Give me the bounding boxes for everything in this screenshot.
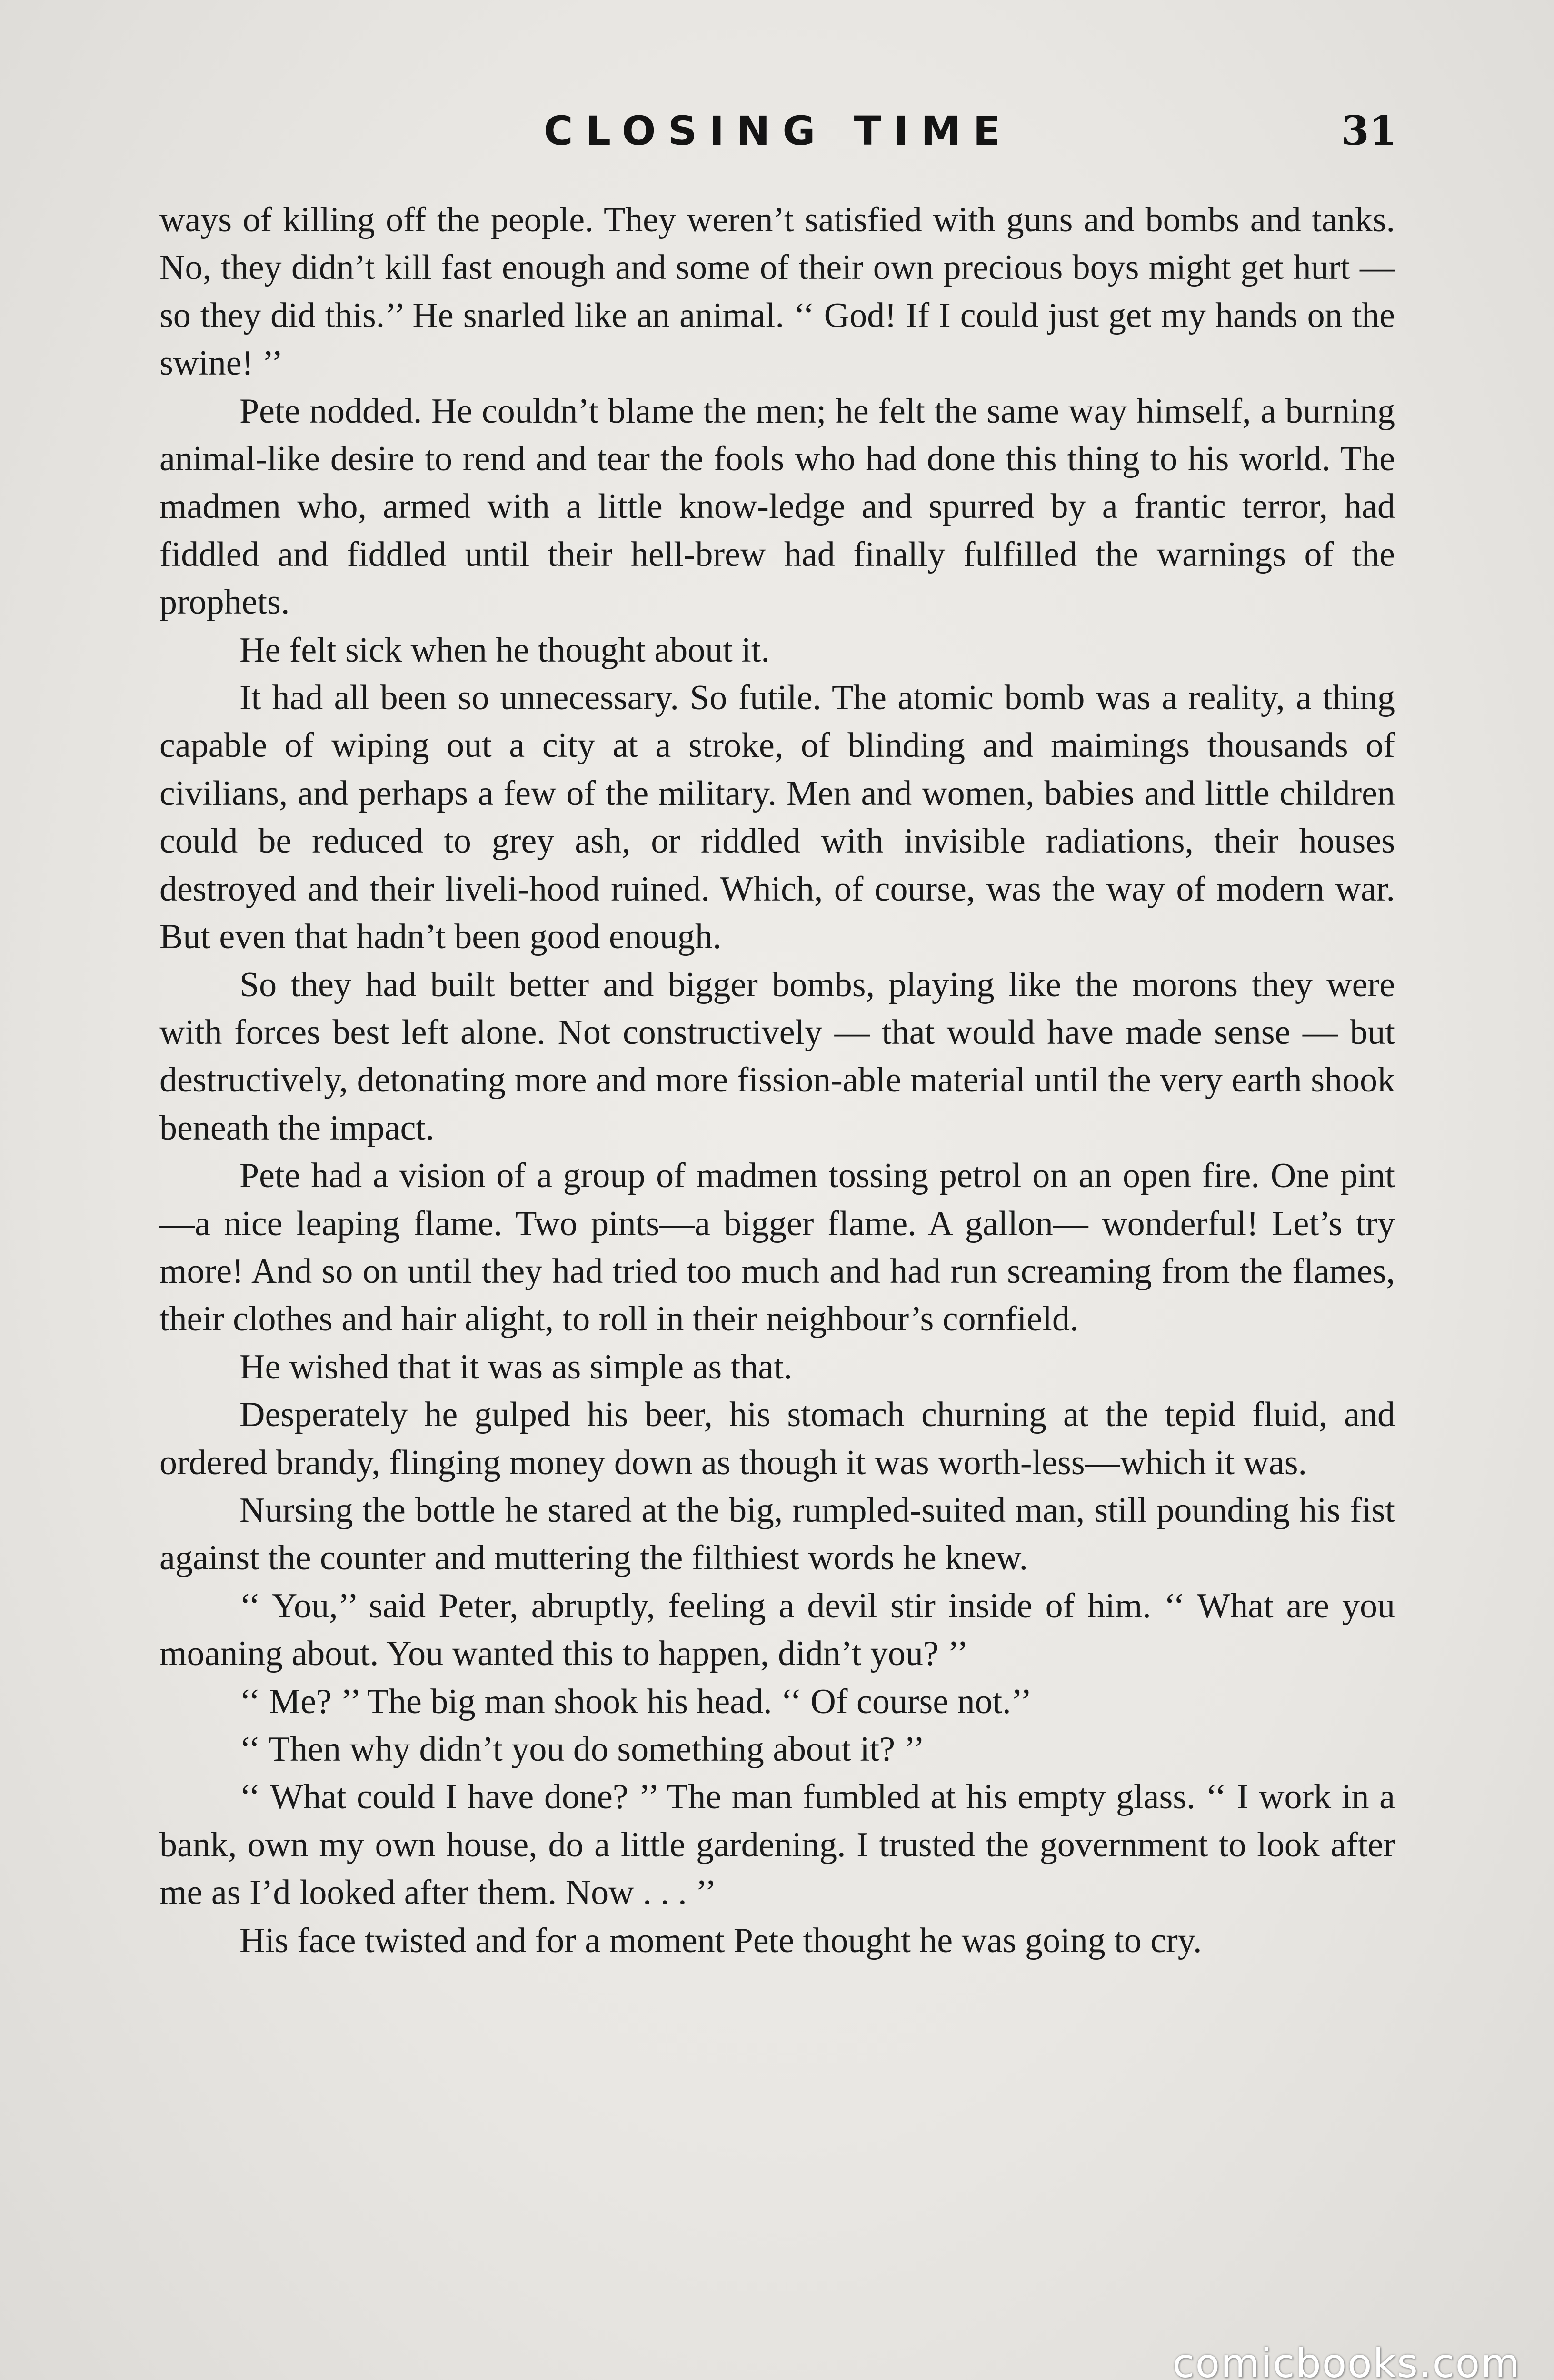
body-text xyxy=(159,196,1395,1964)
paragraph-9: Nursing the bottle he stared at the big, rumpled-suited man, still pounding his fist against the counter and muttering the filthiest words he knew. xyxy=(159,1490,1395,1578)
page-header xyxy=(159,95,1397,167)
paragraph-11: ‘‘ Me? ’’ The big man shook his head. ‘‘ Of course not.’’ xyxy=(239,1682,1032,1721)
paragraph-3: He felt sick when he thought about it. xyxy=(239,630,770,670)
paragraph-14: His face twisted and for a moment Pete thought he was going to cry. xyxy=(239,1921,1202,1960)
page-number: 31 xyxy=(1341,107,1397,154)
paragraph-5: So they had built better and bigger bombs, playing like the morons they were with forces best left alone. Not constructively — that would have made sense — but destructively, detonating more and more fission-able material until the very earth shook beneath the impact. xyxy=(159,965,1395,1148)
running-title: CLOSING TIME xyxy=(543,108,1013,154)
paragraph-7: He wished that it was as simple as that. xyxy=(239,1347,793,1387)
paragraph-12: ‘‘ Then why didn’t you do something about it? ’’ xyxy=(239,1730,925,1769)
paragraph-6: Pete had a vision of a group of madmen tossing petrol on an open fire. One pint—a nice leaping flame. Two pints—a bigger flame. A gallon— wonderful! Let’s try more! And so on until they had tried too much and had run screaming from the flames, their clothes and hair alight, to roll in their neighbour’s cornfield. xyxy=(159,1156,1395,1339)
paragraph-4: It had all been so unnecessary. So futile. The atomic bomb was a reality, a thing capable of wiping out a city at a stroke, of blinding and maimings thousands of civilians, and perhaps a few of the military. Men and women, babies and little children could be reduced to grey ash, or riddled with invisible radiations, their houses destroyed and their liveli-hood ruined. Which, of course, was the way of modern war. But even that hadn’t been good enough. xyxy=(159,678,1395,957)
paragraph-1: ways of killing off the people. They weren’t satisfied with guns and bombs and tanks. No, they didn’t kill fast enough and some of their own precious boys might get hurt — so they did this.’’ He snarled like an animal. ‘‘ God! If I could just get my hands on the swine! ’’ xyxy=(159,200,1395,383)
watermark-logo: comicbooks.com xyxy=(1172,2340,1521,2380)
paragraph-8: Desperately he gulped his beer, his stomach churning at the tepid fluid, and ordered brandy, flinging money down as though it was worth-less—which it was. xyxy=(159,1395,1395,1482)
paragraph-10: ‘‘ You,’’ said Peter, abruptly, feeling a devil stir inside of him. ‘‘ What are you moaning about. You wanted this to happen, didn’t you? ’’ xyxy=(159,1586,1395,1674)
paragraph-2: Pete nodded. He couldn’t blame the men; he felt the same way himself, a burning animal-like desire to rend and tear the fools who had done this thing to his world. The madmen who, armed with a little know-ledge and spurred by a frantic terror, had fiddled and fiddled until their hell-brew had finally fulfilled the warnings of the prophets. xyxy=(159,391,1395,622)
paragraph-13: ‘‘ What could I have done? ’’ The man fumbled at his empty glass. ‘‘ I work in a bank, own my own house, do a little gardening. I trusted the government to look after me as I’d looked after them. Now . . . ’’ xyxy=(159,1777,1395,1913)
